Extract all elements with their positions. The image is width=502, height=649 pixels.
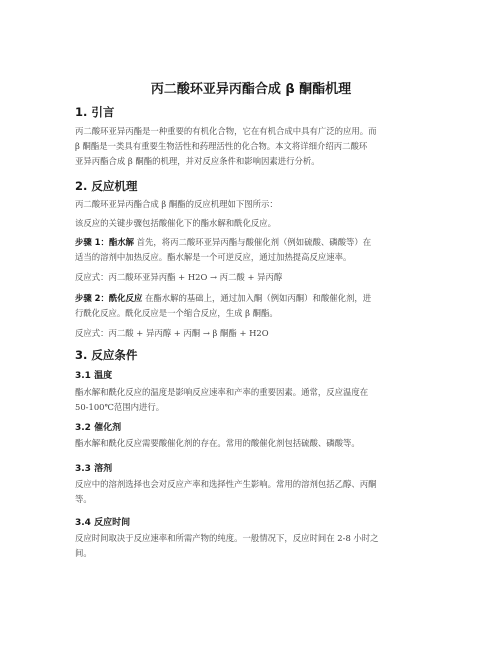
solvent-paragraph xyxy=(75,477,435,507)
text-line: 等。 xyxy=(75,494,92,504)
section-heading-introduction: 1. 引言 xyxy=(75,105,115,119)
catalyst-paragraph xyxy=(75,436,435,451)
step-2-label: 步骤 2：酰化反应 xyxy=(75,293,143,303)
text-line: β 酮酯是一类具有重要生物活性和药理活性的化合物。本文将详细介绍丙二酸环 xyxy=(75,141,368,151)
section-heading-conditions: 3. 反应条件 xyxy=(75,348,138,362)
temperature-paragraph xyxy=(75,385,435,415)
text-line: 反应时间取决于反应速率和所需产物的纯度。一般情况下，反应时间在 2-8 小时之 xyxy=(75,533,379,543)
reaction-time-paragraph xyxy=(75,531,435,561)
text-line: 丙二酸环亚异丙酯是一种重要的有机化合物，它在有机合成中具有广泛的应用。而 xyxy=(75,126,377,136)
text-line: 行酰化反应。酰化反应是一个缩合反应，生成 β 酮酯。 xyxy=(75,308,278,318)
document-title: 丙二酸环亚异丙酯合成 β 酮酯机理 xyxy=(150,82,352,97)
step-1-label: 步骤 1：酯水解 xyxy=(75,237,134,247)
step-1-text: 首先，将丙二酸环亚异丙酯与酸催化剂（例如硫酸、磷酸等）在 xyxy=(134,237,372,247)
step-2-paragraph xyxy=(75,291,435,321)
subsection-heading-catalyst: 3.2 催化剂 xyxy=(75,423,122,433)
text-line: 亚异丙酯合成 β 酮酯的机理，并对反应条件和影响因素进行分析。 xyxy=(75,156,320,166)
subsection-heading-temperature: 3.1 温度 xyxy=(75,371,113,381)
step-1-paragraph xyxy=(75,235,435,265)
text-line xyxy=(75,235,435,250)
text-line: 适当的溶剂中加热反应。酯水解是一个可逆反应，通过加热提高反应速率。 xyxy=(75,252,352,262)
subsection-heading-reaction-time: 3.4 反应时间 xyxy=(75,518,131,528)
text-line: 酯水解和酰化反应需要酸催化剂的存在。常用的酸催化剂包括硫酸、磷酸等。 xyxy=(75,438,360,448)
text-line: 间。 xyxy=(75,548,92,558)
reaction-formula-1: 反应式：丙二酸环亚异丙酯 + H2O → 丙二酸 + 异丙醇 xyxy=(75,272,283,282)
step-2-text: 在酯水解的基础上，通过加入酮（例如丙酮）和酸催化剂，进 xyxy=(142,293,372,303)
reaction-formula-2: 反应式：丙二酸 + 异丙醇 + 丙酮 → β 酮酯 + H2O xyxy=(75,328,269,338)
mechanism-intro: 丙二酸环亚异丙酯合成 β 酮酯的反应机理如下图所示： xyxy=(75,199,278,209)
text-line: 50-100℃范围内进行。 xyxy=(75,402,165,412)
text-line xyxy=(75,291,435,306)
introduction-paragraph xyxy=(75,124,435,169)
section-heading-mechanism: 2. 反应机理 xyxy=(75,179,138,193)
text-line: 反应中的溶剂选择也会对反应产率和选择性产生影响。常用的溶剂包括乙醇、丙酮 xyxy=(75,479,377,489)
text-line: 酯水解和酰化反应的温度是影响反应速率和产率的重要因素。通常，反应温度在 xyxy=(75,387,369,397)
subsection-heading-solvent: 3.3 溶剂 xyxy=(75,464,113,474)
mechanism-key-steps: 该反应的关键步骤包括酸催化下的酯水解和酰化反应。 xyxy=(75,218,276,228)
